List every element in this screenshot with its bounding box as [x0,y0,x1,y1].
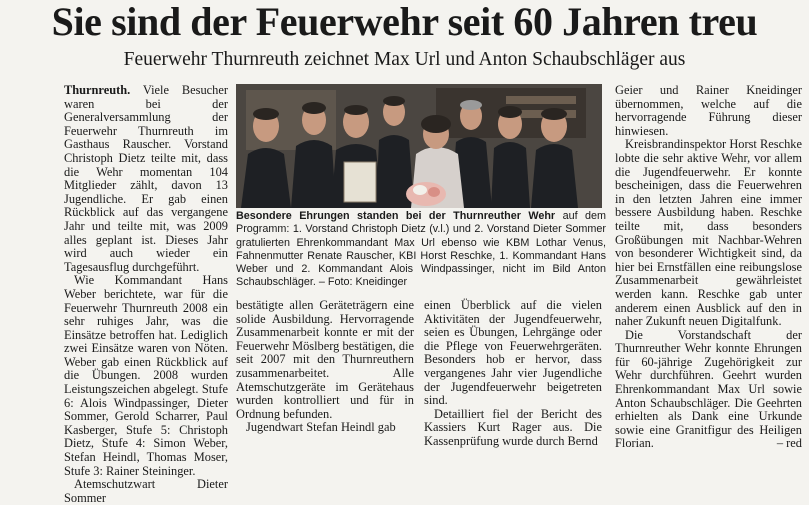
dateline: Thurnreuth. [64,83,131,97]
paragraph-text: Die Vorstandschaft der Thurnreuther Wehr konnte Ehrungen für 60-jährige Zugehörigkeit zur Wehr durchführen. Geehrt wurden Ehrenkommandant Max Url sowie Anton Schaubschläger. Die Geehrten erhielten als Dank eine Urkunde sowie eine Granitfigur des Heiligen Florian. [615,327,802,451]
group-photo-image [236,84,602,208]
paragraph: bestätigte allen Geräteträgern eine solide Ausbildung. Hervorragende Zusammenarbeit konnte er mit der Feuerwehr Möslberg bestätigen, die seit 2007 mit den Thurnreuthern zusammenarbeitet. Alle Atemschutzgeräte im Gerätehaus wurden kontrolliert und für in Ordnung befunden. [236,298,415,421]
paragraph: Geier und Rainer Kneidinger übernommen, welche auf die hervorragende Führung dieser hinwiesen. [615,83,802,138]
paragraph: Kreisbrandinspektor Horst Reschke lobte die sehr aktive Wehr, vor allem die Jugendfeuerwehr. Er konnte bescheinigen, dass die Feuerwehren in den letzten Jahren eine immer bessere Ausbildung haben. Reschke teilte mit, dass besonders Großübungen mit Nachbar-Wehren von besonderer Wichtigkeit sind, da hier bei Ernstfällen eine reibungslose Zusammenarbeit gewährleistet werden kann. Reschke gab unter anderem einen Ausblick auf den in naher Zukunft neuen Digitalfunk. [615,137,802,329]
photo-caption [236,210,606,296]
paragraph [615,329,802,451]
author-signature: – red [776,436,802,451]
paragraph: einen Überblick auf die vielen Aktivitäten der Jugendfeuerwehr, seien es Übungen, Lehrgänge oder die Pflege von Feuerwehrgeräten. Besonders hob er hervor, dass vergangenes Jahr vier Jugendliche der Jugendfeuerwehr beigetreten sind. [424,298,602,408]
caption-text: auf dem Programm: 1. Vorstand Christoph Dietz (v.l.) und 2. Vorstand Dieter Sommer gratulierten Ehrenkommandant Max Url ebenso wie KBM Lothar Venus, Fahnenmutter Renate Rauscher, KBI Horst Reschke, 1. Kommandant Hans Weber und 2. Kommandant Alois Windpassinger, nicht im Bild Anton Schaubschläger. [236,210,607,289]
paragraph-text: Viele Besucher waren bei der Generalversammlung der Feuerwehr Thurnreuth im Gasthaus Rauscher. Vorstand Christoph Dietz teilte mit, dass die Wehr momentan 104 Mitglieder zählt, davon 13 Jugendliche. Er gab einen Rückblick auf das vergangene Jahr und teilte mit, was 2009 alles geplant ist. Dieses Jahr wird auch wieder ein Tagesausflug durchgeführt. [64,83,228,274]
photo-credit: – Foto: Kneidinger [318,276,408,289]
paragraph: Detailliert fiel der Bericht des Kassiers Kurt Rager aus. Die Kassenprüfung wurde durch Bernd [424,406,602,448]
caption-lead: Besondere Ehrungen standen bei der Thurnreuther Wehr [236,210,556,222]
paragraph: Atemschutzwart Dieter Sommer [64,477,228,505]
article-headline: Sie sind der Feuerwehr seit 60 Jahren treu [51,0,758,44]
article-subheadline: Feuerwehr Thurnreuth zeichnet Max Url und Anton Schaubschläger aus [123,49,686,70]
article-column-1 [64,83,228,505]
group-photo [236,84,602,208]
article-column-2 [236,299,414,444]
article-column-3 [424,298,602,448]
paragraph: Jugendwart Stefan Heindl gab [246,420,396,435]
paragraph [64,84,228,274]
paragraph: Wie Kommandant Hans Weber berichtete, war für die Feuerwehr Thurnreuth 2008 ein sehr ruhiges Jahr, was die Einsätze betroffen hat. Lediglich zwei Einsätze waren von Nöten. Weber gab einen Rückblick auf die Übungen. 2008 wurden Leistungszeichen abgelegt. Stufe 6: Alois Windpassinger, Dieter Sommer, Gerold Scharrer, Paul Kasberger, Stufe 5: Christoph Dietz, Stufe 4: Simon Weber, Stefan Heindl, Thomas Moser, Stufe 3: Rainer Steininger. [64,273,228,478]
article-column-4 [615,83,802,451]
